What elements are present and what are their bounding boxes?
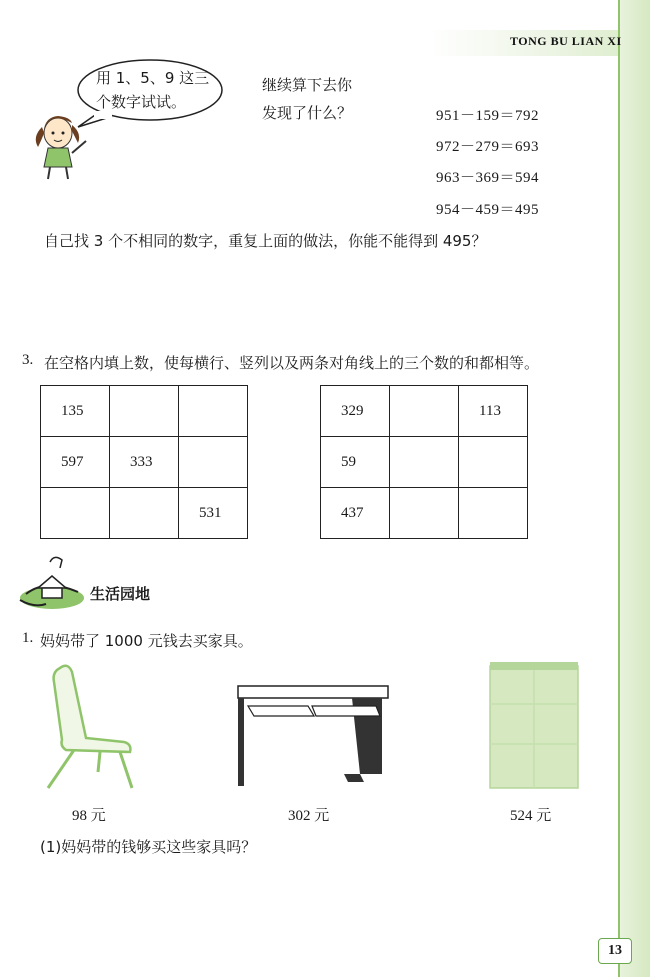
grid1-cell[interactable]: [41, 488, 110, 539]
chair-illustration: [40, 662, 150, 792]
life-q1-text: 妈妈带了 1000 元钱去买家具。: [40, 632, 253, 650]
page-sidebar-band: [618, 0, 650, 977]
desk-illustration: [234, 682, 394, 792]
grid2-cell[interactable]: [390, 437, 459, 488]
grid1-cell[interactable]: 333: [110, 437, 179, 488]
life-q1-number: 1.: [22, 630, 34, 646]
grid1-cell[interactable]: [179, 386, 248, 437]
equation-4: 954－459＝495: [436, 202, 540, 218]
running-title: TONG BU LIAN XI: [510, 34, 622, 48]
grid1-cell[interactable]: 135: [41, 386, 110, 437]
q3-number: 3.: [22, 352, 34, 368]
grid2-cell[interactable]: [390, 386, 459, 437]
grid2-cell[interactable]: 59: [321, 437, 390, 488]
desk-price: 302 元: [288, 808, 330, 824]
grid2-cell[interactable]: [459, 488, 528, 539]
house-section-icon: [16, 552, 86, 612]
grid2-cell[interactable]: [390, 488, 459, 539]
grid2-cell[interactable]: [459, 437, 528, 488]
section-title: 生活园地: [90, 585, 151, 603]
chair-price: 98 元: [72, 808, 106, 824]
grid2-cell[interactable]: 437: [321, 488, 390, 539]
equation-1: 951－159＝792: [436, 108, 540, 124]
prompt-line-2: 发现了什么？: [262, 104, 353, 122]
speech-bubble-line-2: 个数字试试。: [96, 93, 187, 111]
cabinet-illustration: [482, 660, 586, 792]
grid1-cell[interactable]: 531: [179, 488, 248, 539]
q3-text: 在空格内填上数，使每横行、竖列以及两条对角线上的三个数的和都相等。: [44, 354, 540, 372]
speech-bubble-line-1: 用 1、5、9 这三: [96, 69, 210, 87]
grid2-cell[interactable]: 329: [321, 386, 390, 437]
grid1-cell[interactable]: [179, 437, 248, 488]
grid1-cell[interactable]: [110, 386, 179, 437]
equation-2: 972－279＝693: [436, 139, 540, 155]
prompt-line-1: 继续算下去你: [262, 76, 353, 94]
cabinet-price: 524 元: [510, 808, 552, 824]
question-find-495: 自己找 3 个不相同的数字，重复上面的做法，你能不能得到 495？: [44, 232, 487, 250]
grid2-cell[interactable]: 113: [459, 386, 528, 437]
page-number: 13: [598, 938, 632, 964]
magic-square-2: [320, 385, 528, 539]
equation-3: 963－369＝594: [436, 170, 540, 186]
sub-question-1: (1)妈妈带的钱够买这些家具吗？: [40, 838, 257, 856]
grid1-cell[interactable]: [110, 488, 179, 539]
grid1-cell[interactable]: 597: [41, 437, 110, 488]
magic-square-1: [40, 385, 248, 539]
